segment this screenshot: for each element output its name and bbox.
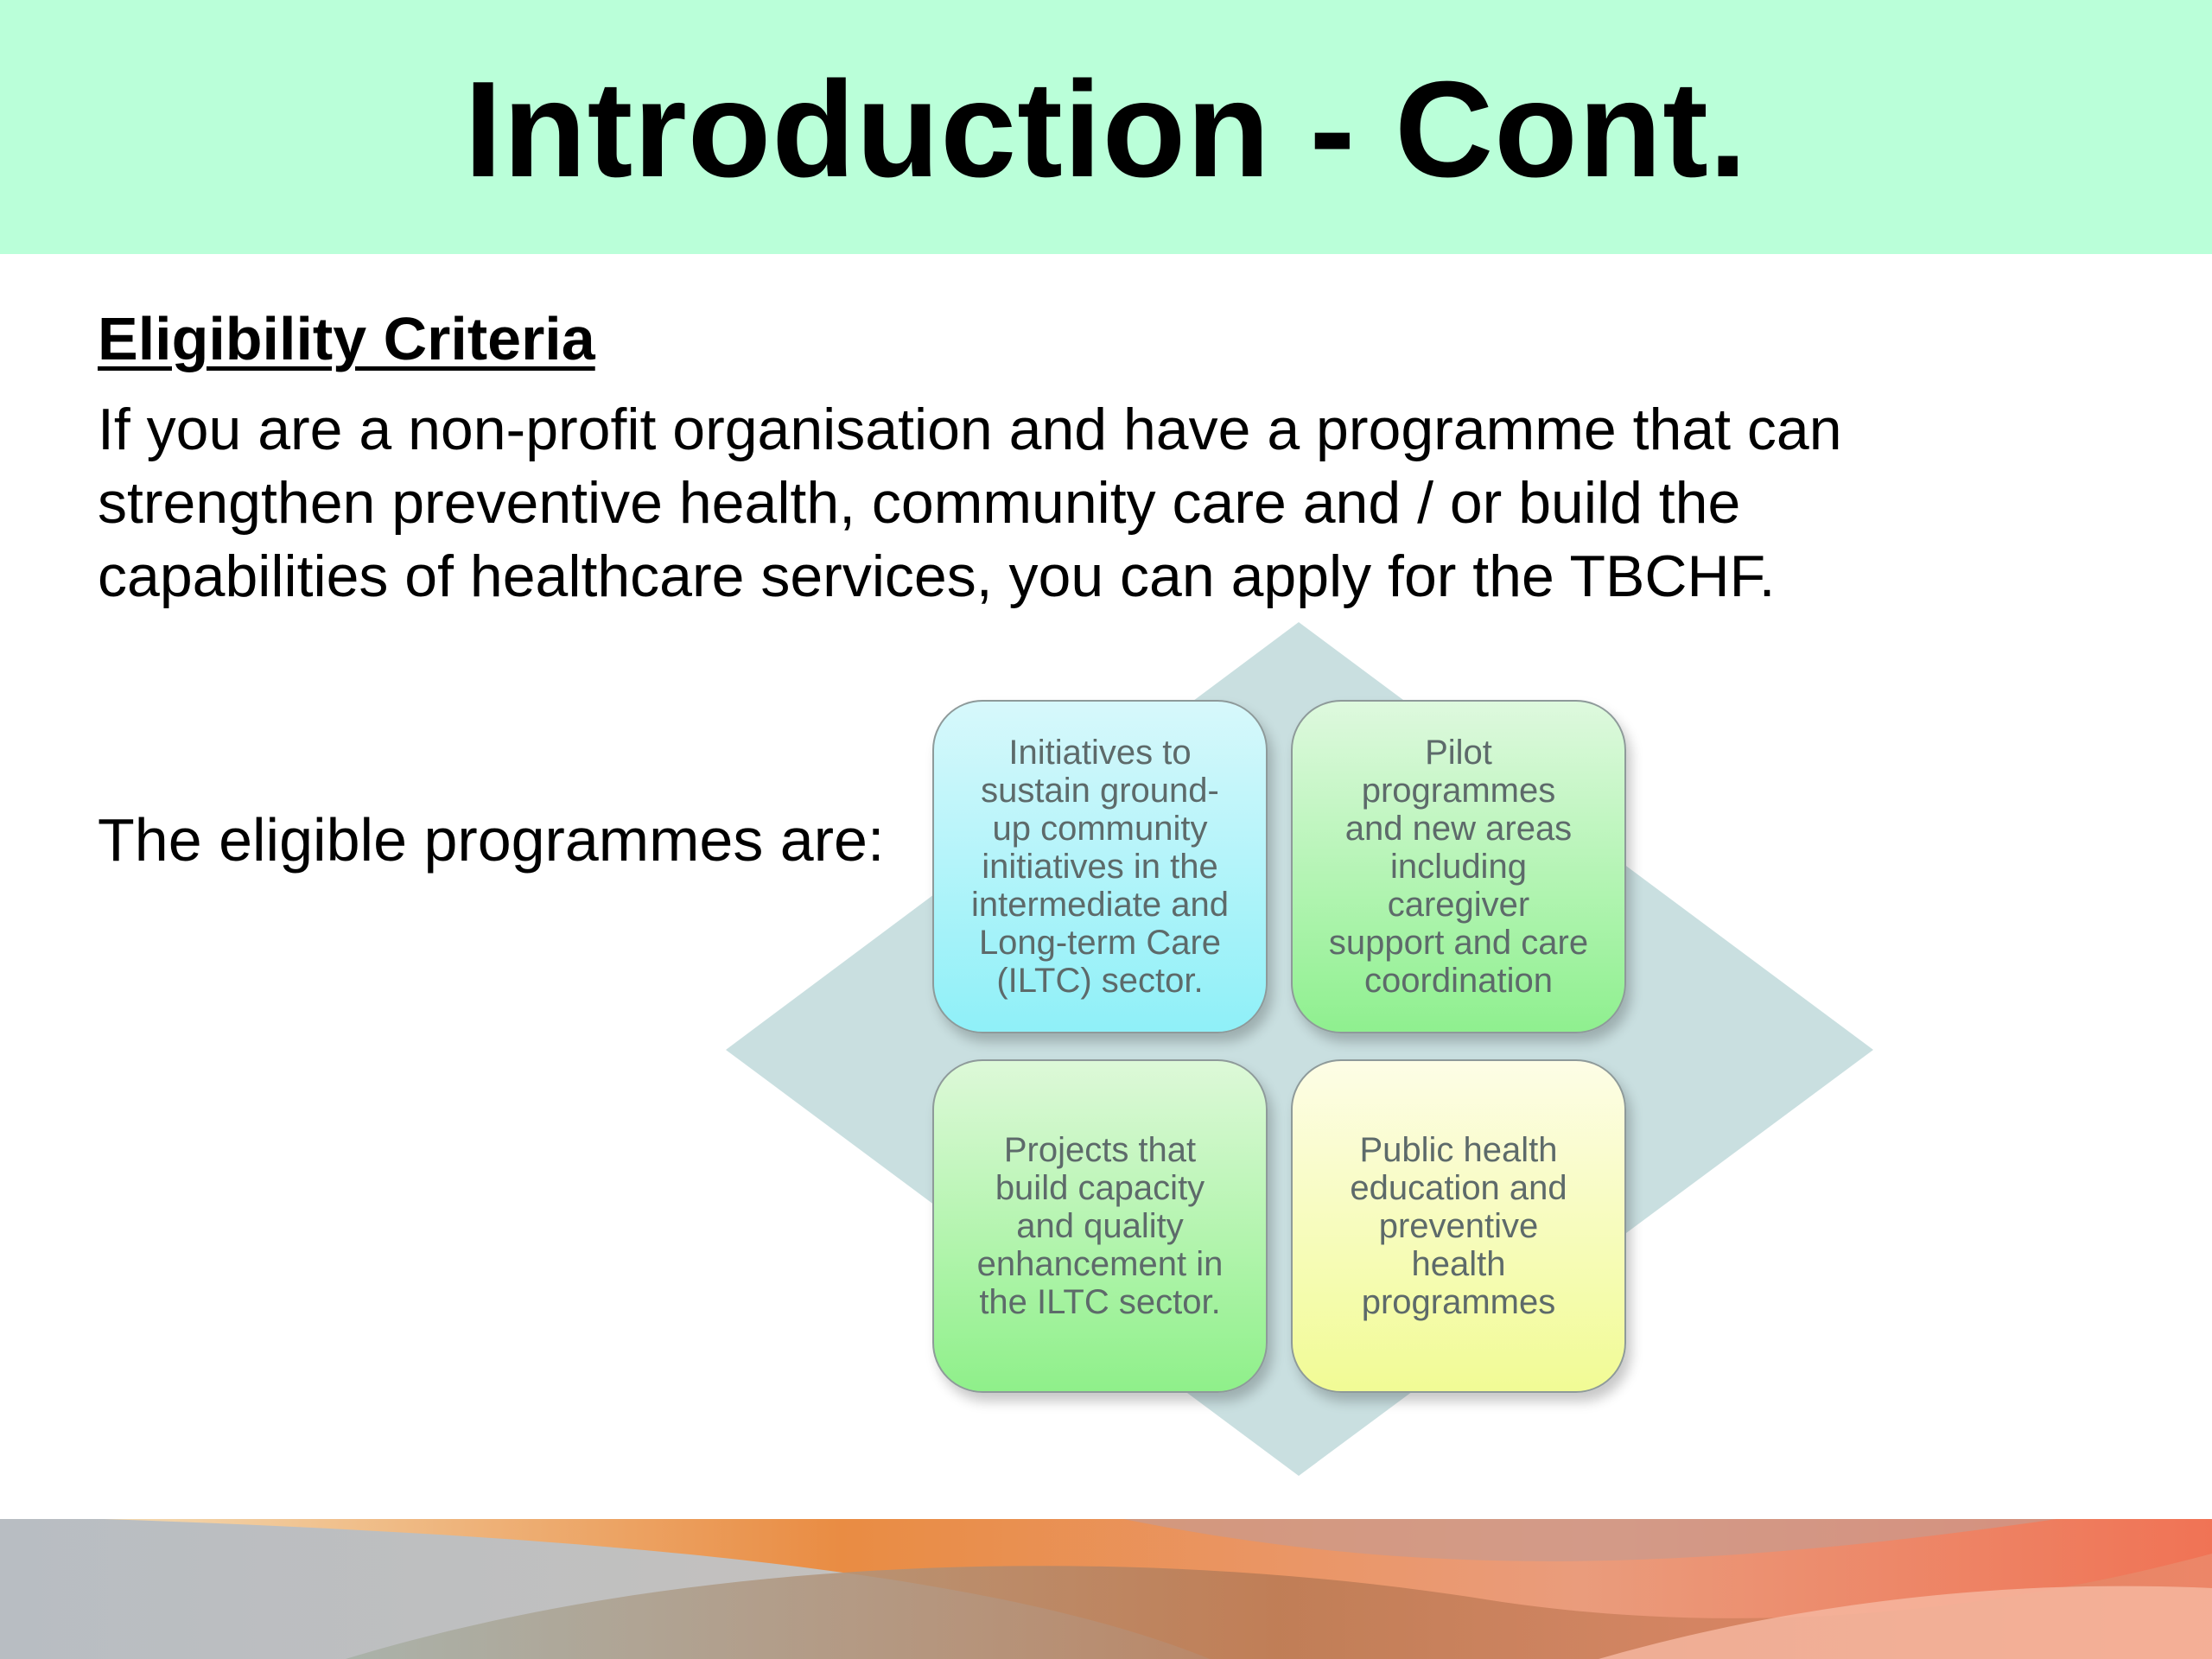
- box-line: Initiatives to: [1008, 734, 1192, 772]
- box-line: coordination: [1364, 962, 1553, 1000]
- box-line: up community: [992, 810, 1208, 848]
- box-line: and new areas: [1344, 810, 1573, 848]
- box-line: health: [1411, 1245, 1506, 1283]
- programme-box-iltc-initiatives: [932, 700, 1268, 1033]
- footer-waves: [0, 1519, 2212, 1659]
- programme-box-public-health: [1291, 1059, 1626, 1393]
- intro-line: strengthen preventive health, community care and / or build the: [98, 470, 1741, 536]
- box-line: including: [1390, 848, 1527, 886]
- box-line: initiatives in the: [982, 848, 1218, 886]
- slide-title: Introduction - Cont.: [464, 54, 1748, 206]
- box-line: Pilot: [1425, 734, 1492, 772]
- eligibility-heading: Eligibility Criteria: [98, 305, 595, 372]
- box-line: intermediate and: [971, 886, 1229, 924]
- box-line: preventive: [1378, 1207, 1539, 1245]
- box-line: build capacity: [995, 1169, 1205, 1207]
- box-line: the ILTC sector.: [979, 1283, 1221, 1321]
- intro-line: If you are a non-profit organisation and have a programme that can: [98, 397, 1842, 462]
- box-line: caregiver: [1387, 886, 1530, 924]
- box-line: and quality: [1016, 1207, 1184, 1245]
- box-line: enhancement in: [976, 1245, 1224, 1283]
- box-line: Projects that: [1003, 1131, 1197, 1169]
- eligible-programmes-label: The eligible programmes are:: [98, 806, 885, 874]
- box-line: Long-term Care: [978, 924, 1222, 962]
- box-line: Public health: [1359, 1131, 1558, 1169]
- decorative-footer-band: [0, 1519, 2212, 1659]
- box-line: (ILTC) sector.: [996, 962, 1204, 1000]
- programme-box-pilot-programmes: [1291, 700, 1626, 1033]
- box-line: sustain ground-: [981, 772, 1219, 810]
- box-line: programmes: [1361, 772, 1556, 810]
- intro-line: capabilities of healthcare services, you can apply for the TBCHF.: [98, 543, 1776, 609]
- box-line: education and: [1350, 1169, 1567, 1207]
- box-line: support and care: [1328, 924, 1589, 962]
- box-line: programmes: [1361, 1283, 1556, 1321]
- programme-box-capacity-building: [932, 1059, 1268, 1393]
